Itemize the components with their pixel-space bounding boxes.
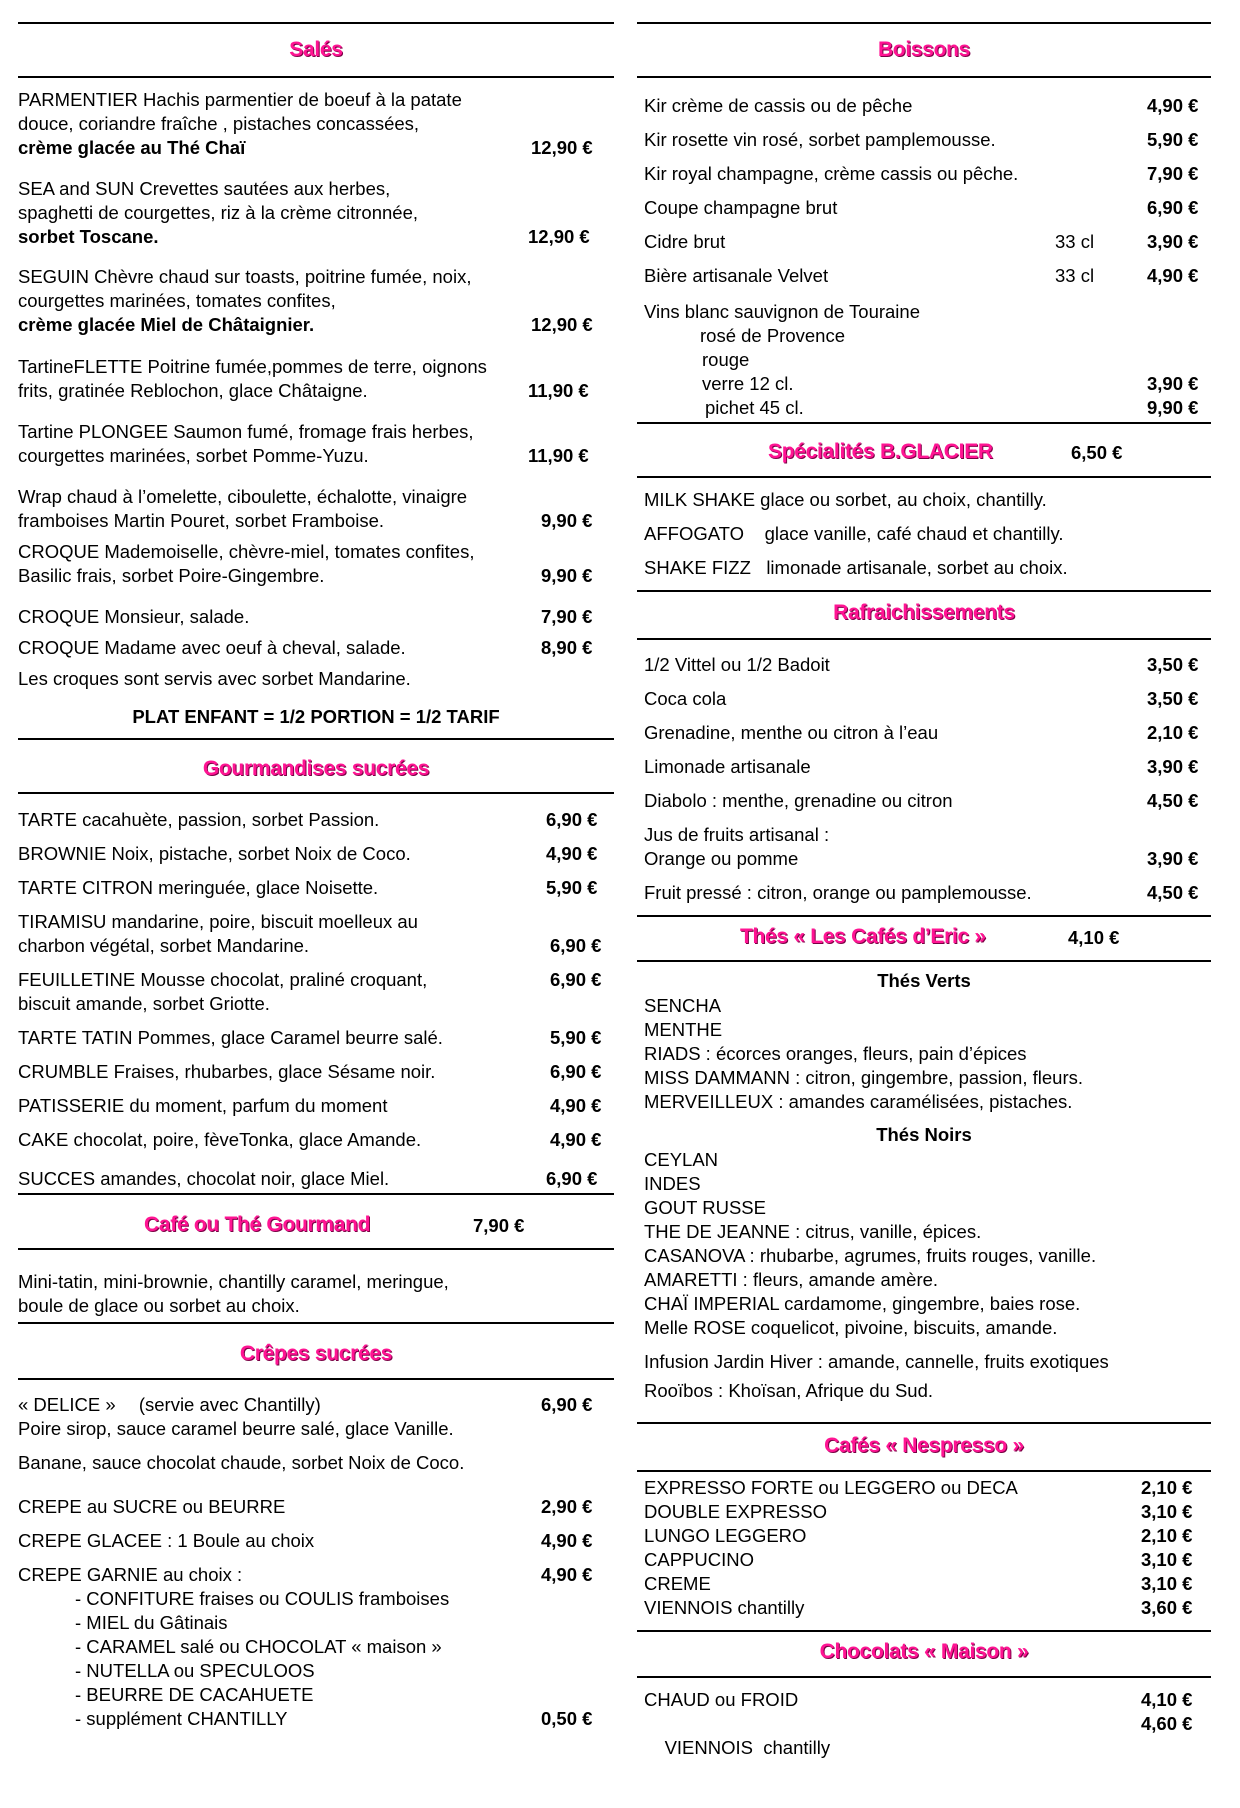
section-title-rafraichissements: Rafraichissements bbox=[833, 601, 1015, 624]
croque-note: Les croques sont servis avec sorbet Mandarine. bbox=[18, 668, 411, 689]
item-price: 3,90 € bbox=[1147, 231, 1199, 252]
coffee-row bbox=[637, 1524, 1211, 1548]
menu-item-sea-and-sun bbox=[18, 177, 614, 249]
item-label: CREPE GARNIE au choix : bbox=[18, 1564, 243, 1585]
divider bbox=[18, 738, 614, 740]
list-item: THE DE JEANNE : citrus, vanille, épices. bbox=[644, 1221, 982, 1242]
item-line: TIRAMISU mandarine, poire, biscuit moelleux au bbox=[18, 911, 418, 932]
list-item: MENTHE bbox=[644, 1019, 723, 1040]
item-price: 7,90 € bbox=[1147, 163, 1199, 184]
drink-row bbox=[637, 687, 1211, 711]
divider bbox=[18, 76, 614, 78]
divider bbox=[637, 422, 1211, 424]
item-line: Banane, sauce chocolat chaude, sorbet Noix de Coco. bbox=[18, 1452, 465, 1473]
item-price: 3,10 € bbox=[1141, 1549, 1193, 1570]
item-label: BROWNIE Noix, pistache, sorbet Noix de Coco. bbox=[18, 843, 411, 864]
item-line: SEA and SUN Crevettes sautées aux herbes, bbox=[18, 178, 391, 199]
menu-item-croque-monsieur bbox=[18, 605, 614, 629]
item-label: Kir rosette vin rosé, sorbet pamplemousse. bbox=[644, 129, 996, 150]
item-line: biscuit amande, sorbet Griotte. bbox=[18, 993, 270, 1014]
item-line: Mini-tatin, mini-brownie, chantilly caramel, meringue, bbox=[18, 1271, 449, 1292]
divider bbox=[18, 1248, 614, 1250]
item-price: 8,90 € bbox=[541, 637, 593, 658]
list-item: MISS DAMMANN : citron, gingembre, passion, fleurs. bbox=[644, 1067, 1084, 1088]
item-size: 33 cl bbox=[1055, 265, 1095, 286]
menu-item-parmentier bbox=[18, 88, 614, 160]
list-item: RIADS : écorces oranges, fleurs, pain d’épices bbox=[644, 1043, 1027, 1064]
coffee-row bbox=[637, 1476, 1211, 1500]
item-line: sorbet Toscane. bbox=[18, 226, 159, 247]
drink-row bbox=[637, 881, 1211, 905]
item-price: 6,90 € bbox=[550, 935, 602, 956]
item-price: 4,90 € bbox=[541, 1530, 593, 1551]
divider bbox=[637, 22, 1211, 24]
item-label: « DELICE » bbox=[18, 1394, 116, 1415]
list-item: SHAKE FIZZ limonade artisanale, sorbet au choix. bbox=[644, 557, 1068, 578]
item-line: crème glacée Miel de Châtaignier. bbox=[18, 314, 315, 335]
menu-item-seguin bbox=[18, 265, 614, 337]
section-title-gourmandises: Gourmandises sucrées bbox=[202, 757, 430, 780]
list-item: Melle ROSE coquelicot, pivoine, biscuits, amande. bbox=[644, 1317, 1058, 1338]
divider bbox=[637, 476, 1211, 478]
list-item: INDES bbox=[644, 1173, 701, 1194]
list-item: - MIEL du Gâtinais bbox=[75, 1612, 228, 1633]
menu-item-cake bbox=[18, 1128, 614, 1152]
divider bbox=[18, 1193, 614, 1195]
list-item: AMARETTI : fleurs, amande amère. bbox=[644, 1269, 939, 1290]
list-item: CEYLAN bbox=[644, 1149, 719, 1170]
item-line: Tartine PLONGEE Saumon fumé, fromage frais herbes, bbox=[18, 421, 474, 442]
item-label: CRUMBLE Fraises, rhubarbes, glace Sésame noir. bbox=[18, 1061, 436, 1082]
item-label: CROQUE Monsieur, salade. bbox=[18, 606, 250, 627]
list-item: Infusion Jardin Hiver : amande, cannelle, fruits exotiques bbox=[644, 1351, 1109, 1372]
drink-row bbox=[637, 264, 1211, 288]
item-price: 3,90 € bbox=[1147, 373, 1199, 394]
menu-item-crepe-glacee bbox=[18, 1529, 614, 1553]
item-label: Coupe champagne brut bbox=[644, 197, 838, 218]
list-item: - NUTELLA ou SPECULOOS bbox=[75, 1660, 315, 1681]
item-size: 33 cl bbox=[1055, 231, 1095, 252]
coffee-row bbox=[637, 1572, 1211, 1596]
item-line: boule de glace ou sorbet au choix. bbox=[18, 1295, 300, 1316]
divider bbox=[637, 960, 1211, 962]
item-price: 6,90 € bbox=[546, 809, 598, 830]
item-price: 4,10 € bbox=[1141, 1689, 1193, 1710]
item-label: CAKE chocolat, poire, fèveTonka, glace Amande. bbox=[18, 1129, 422, 1150]
menu-item-brownie bbox=[18, 842, 614, 866]
drink-row bbox=[637, 653, 1211, 677]
item-price: 2,90 € bbox=[541, 1496, 593, 1517]
thes-noirs-list bbox=[644, 1148, 1211, 1340]
item-price: 3,50 € bbox=[1147, 688, 1199, 709]
drink-row bbox=[637, 94, 1211, 118]
menu-item-crepe-garnie bbox=[18, 1563, 614, 1587]
menu-item-croque-madame bbox=[18, 636, 614, 660]
item-line: douce, coriandre fraîche , pistaches concassées, bbox=[18, 113, 420, 134]
list-item: MILK SHAKE glace ou sorbet, au choix, chantilly. bbox=[644, 489, 1047, 510]
item-line: Jus de fruits artisanal : bbox=[644, 824, 830, 845]
item-price: 4,90 € bbox=[1147, 95, 1199, 116]
menu-item-croque-mademoiselle bbox=[18, 540, 614, 588]
item-price: 9,90 € bbox=[541, 510, 593, 531]
divider bbox=[637, 1630, 1211, 1632]
item-label: LUNGO LEGGERO bbox=[644, 1525, 807, 1546]
item-label: DOUBLE EXPRESSO bbox=[644, 1501, 828, 1522]
item-line: rosé de Provence bbox=[700, 325, 846, 346]
item-price: 4,90 € bbox=[541, 1564, 593, 1585]
divider bbox=[637, 915, 1211, 917]
chocolate-row bbox=[637, 1712, 1211, 1808]
kids-portion-note: PLAT ENFANT = 1/2 PORTION = 1/2 TARIF bbox=[132, 706, 500, 727]
item-line: pichet 45 cl. bbox=[705, 397, 804, 418]
item-price: 4,90 € bbox=[550, 1095, 602, 1116]
list-item: - supplément CHANTILLY bbox=[75, 1708, 288, 1729]
item-price: 6,90 € bbox=[1147, 197, 1199, 218]
item-price: 9,90 € bbox=[1147, 397, 1199, 418]
item-price: 4,60 € bbox=[1141, 1713, 1193, 1734]
section-price: 4,10 € bbox=[1068, 927, 1120, 948]
item-price: 12,90 € bbox=[531, 314, 593, 335]
item-line: courgettes marinées, sorbet Pomme-Yuzu. bbox=[18, 445, 369, 466]
section-title-chocolats: Chocolats « Maison » bbox=[819, 1640, 1029, 1663]
item-price: 4,90 € bbox=[546, 843, 598, 864]
item-label: TARTE TATIN Pommes, glace Caramel beurre salé. bbox=[18, 1027, 443, 1048]
item-price: 3,90 € bbox=[1147, 756, 1199, 777]
subsection-title-thes-verts: Thés Verts bbox=[877, 970, 971, 991]
item-label: TARTE cacahuète, passion, sorbet Passion. bbox=[18, 809, 380, 830]
list-item: AFFOGATO glace vanille, café chaud et chantilly. bbox=[644, 523, 1064, 544]
list-item: CHAÏ IMPERIAL cardamome, gingembre, baies rose. bbox=[644, 1293, 1081, 1314]
subsection-title-thes-noirs: Thés Noirs bbox=[876, 1124, 972, 1145]
section-title-boissons: Boissons bbox=[877, 38, 971, 61]
item-label: PATISSERIE du moment, parfum du moment bbox=[18, 1095, 388, 1116]
item-price: 12,90 € bbox=[528, 226, 590, 247]
item-price: 6,90 € bbox=[541, 1394, 593, 1415]
item-label: CAPPUCINO bbox=[644, 1549, 754, 1570]
item-line: Vins blanc sauvignon de Touraine bbox=[644, 301, 920, 322]
item-line: charbon végétal, sorbet Mandarine. bbox=[18, 935, 310, 956]
item-label: 1/2 Vittel ou 1/2 Badoit bbox=[644, 654, 830, 675]
item-label: Fruit pressé : citron, orange ou pamplemousse. bbox=[644, 882, 1032, 903]
menu-item-crumble bbox=[18, 1060, 614, 1084]
supplement-price: 0,50 € bbox=[541, 1708, 593, 1729]
item-label: SUCCES amandes, chocolat noir, glace Miel. bbox=[18, 1168, 390, 1189]
divider bbox=[637, 1470, 1211, 1472]
divider bbox=[637, 590, 1211, 592]
specialites-header bbox=[637, 440, 1211, 470]
section-title-cafes: Cafés « Nespresso » bbox=[824, 1434, 1024, 1457]
coffee-row bbox=[637, 1596, 1211, 1620]
thes-header bbox=[637, 925, 1211, 955]
section-price: 7,90 € bbox=[473, 1215, 525, 1236]
coffee-row bbox=[637, 1500, 1211, 1524]
item-price: 2,10 € bbox=[1141, 1477, 1193, 1498]
menu-item-wrap bbox=[18, 485, 614, 533]
item-line: frits, gratinée Reblochon, glace Châtaigne. bbox=[18, 380, 368, 401]
item-price: 4,50 € bbox=[1147, 790, 1199, 811]
drink-row bbox=[637, 162, 1211, 186]
item-line: CROQUE Mademoiselle, chèvre-miel, tomates confites, bbox=[18, 541, 475, 562]
section-title-sales: Salés bbox=[289, 38, 343, 61]
list-item: MERVEILLEUX : amandes caramélisées, pistaches. bbox=[644, 1091, 1073, 1112]
list-item: - CONFITURE fraises ou COULIS framboises bbox=[75, 1588, 450, 1609]
item-price: 5,90 € bbox=[546, 877, 598, 898]
section-title-crepes: Crêpes sucrées bbox=[239, 1342, 393, 1365]
drink-row bbox=[637, 230, 1211, 254]
item-price: 6,90 € bbox=[550, 1061, 602, 1082]
list-item: - CARAMEL salé ou CHOCOLAT « maison » bbox=[75, 1636, 442, 1657]
item-note: (servie avec Chantilly) bbox=[138, 1394, 321, 1415]
coffee-row bbox=[637, 1548, 1211, 1572]
item-line: crème glacée au Thé Chaï bbox=[18, 137, 246, 158]
item-line: framboises Martin Pouret, sorbet Framboise. bbox=[18, 510, 385, 531]
item-label: Kir crème de cassis ou de pêche bbox=[644, 95, 913, 116]
item-price: 4,90 € bbox=[1147, 265, 1199, 286]
divider bbox=[18, 22, 614, 24]
list-item: SENCHA bbox=[644, 995, 722, 1016]
item-label: Limonade artisanale bbox=[644, 756, 811, 777]
garnish-list bbox=[75, 1587, 614, 1731]
menu-item-tartineflette bbox=[18, 355, 614, 403]
item-line: courgettes marinées, tomates confites, bbox=[18, 290, 336, 311]
list-item: CASANOVA : rhubarbe, agrumes, fruits rouges, vanille. bbox=[644, 1245, 1097, 1266]
menu-item-tarte-tatin bbox=[18, 1026, 614, 1050]
item-line: SEGUIN Chèvre chaud sur toasts, poitrine fumée, noix, bbox=[18, 266, 472, 287]
divider bbox=[637, 638, 1211, 640]
divider bbox=[637, 76, 1211, 78]
menu-item-tiramisu bbox=[18, 910, 614, 958]
item-label: TARTE CITRON meringuée, glace Noisette. bbox=[18, 877, 379, 898]
menu-item-feuilletine bbox=[18, 968, 614, 1016]
section-title-specialites: Spécialités B.GLACIER bbox=[768, 440, 993, 463]
item-price: 9,90 € bbox=[541, 565, 593, 586]
thes-verts-list bbox=[644, 994, 1211, 1114]
item-label: CREME bbox=[644, 1573, 711, 1594]
item-price: 5,90 € bbox=[1147, 129, 1199, 150]
item-label: CREPE GLACEE : 1 Boule au choix bbox=[18, 1530, 315, 1551]
divider bbox=[637, 1676, 1211, 1678]
gourmand-description bbox=[18, 1270, 614, 1318]
menu-item-tarte-citron bbox=[18, 876, 614, 900]
item-label: Diabolo : menthe, grenadine ou citron bbox=[644, 790, 953, 811]
item-price: 11,90 € bbox=[528, 445, 589, 466]
item-price: 7,90 € bbox=[541, 606, 593, 627]
divider bbox=[18, 1378, 614, 1380]
item-price: 2,10 € bbox=[1147, 722, 1199, 743]
item-line: FEUILLETINE Mousse chocolat, praliné croquant, bbox=[18, 969, 428, 990]
menu-item-delice bbox=[18, 1393, 614, 1475]
item-price: 3,50 € bbox=[1147, 654, 1199, 675]
item-price: 4,90 € bbox=[550, 1129, 602, 1150]
item-price: 3,90 € bbox=[1147, 848, 1199, 869]
item-price: 5,90 € bbox=[550, 1027, 602, 1048]
item-line: TartineFLETTE Poitrine fumée,pommes de terre, oignons bbox=[18, 356, 487, 377]
item-line: Wrap chaud à l’omelette, ciboulette, échalotte, vinaigre bbox=[18, 486, 468, 507]
section-title-gourmand: Café ou Thé Gourmand bbox=[144, 1213, 371, 1236]
list-item: Rooïbos : Khoïsan, Afrique du Sud. bbox=[644, 1380, 933, 1401]
item-label: VIENNOIS chantilly bbox=[664, 1737, 831, 1758]
chocolate-row bbox=[637, 1688, 1211, 1712]
gourmand-header bbox=[18, 1213, 614, 1243]
item-label: CROQUE Madame avec oeuf à cheval, salade. bbox=[18, 637, 406, 658]
drink-row bbox=[637, 789, 1211, 813]
item-label: VIENNOIS chantilly bbox=[644, 1597, 805, 1618]
item-line: Poire sirop, sauce caramel beurre salé, glace Vanille. bbox=[18, 1418, 454, 1439]
divider bbox=[637, 1422, 1211, 1424]
menu-item-crepe-sucre bbox=[18, 1495, 614, 1519]
menu-item-patisserie bbox=[18, 1094, 614, 1118]
item-label: EXPRESSO FORTE ou LEGGERO ou DECA bbox=[644, 1477, 1018, 1498]
item-line: PARMENTIER Hachis parmentier de boeuf à la patate bbox=[18, 89, 462, 110]
item-line: Basilic frais, sorbet Poire-Gingembre. bbox=[18, 565, 325, 586]
item-price: 6,90 € bbox=[550, 969, 602, 990]
item-price: 6,90 € bbox=[546, 1168, 598, 1189]
section-title-thes: Thés « Les Cafés d’Eric » bbox=[740, 925, 986, 948]
item-label: Cidre brut bbox=[644, 231, 726, 252]
item-price: 2,10 € bbox=[1141, 1525, 1193, 1546]
list-item: GOUT RUSSE bbox=[644, 1197, 766, 1218]
drink-row bbox=[637, 196, 1211, 220]
item-label: Coca cola bbox=[644, 688, 727, 709]
divider bbox=[18, 1322, 614, 1324]
item-label: Grenadine, menthe ou citron à l’eau bbox=[644, 722, 939, 743]
vins-block bbox=[637, 300, 1211, 420]
item-label: Kir royal champagne, crème cassis ou pêche. bbox=[644, 163, 1019, 184]
item-label: CREPE au SUCRE ou BEURRE bbox=[18, 1496, 286, 1517]
section-price: 6,50 € bbox=[1071, 442, 1123, 463]
drink-row bbox=[637, 755, 1211, 779]
item-label: Bière artisanale Velvet bbox=[644, 265, 829, 286]
item-price: 3,10 € bbox=[1141, 1501, 1193, 1522]
item-line: verre 12 cl. bbox=[702, 373, 794, 394]
drink-row bbox=[637, 823, 1211, 871]
item-price: 4,50 € bbox=[1147, 882, 1199, 903]
item-price: 3,60 € bbox=[1141, 1597, 1193, 1618]
menu-item-tarte-cacahuete bbox=[18, 808, 614, 832]
item-price: 12,90 € bbox=[531, 137, 593, 158]
divider bbox=[18, 792, 614, 794]
menu-item-succes bbox=[18, 1167, 614, 1191]
drink-row bbox=[637, 128, 1211, 152]
item-label: CHAUD ou FROID bbox=[644, 1689, 799, 1710]
item-line: spaghetti de courgettes, riz à la crème citronnée, bbox=[18, 202, 419, 223]
item-line: rouge bbox=[702, 349, 750, 370]
item-line: Orange ou pomme bbox=[644, 848, 799, 869]
list-item: - BEURRE DE CACAHUETE bbox=[75, 1684, 314, 1705]
item-price: 3,10 € bbox=[1141, 1573, 1193, 1594]
drink-row bbox=[637, 721, 1211, 745]
menu-item-tartine-plongee bbox=[18, 420, 614, 468]
item-price: 11,90 € bbox=[528, 380, 589, 401]
